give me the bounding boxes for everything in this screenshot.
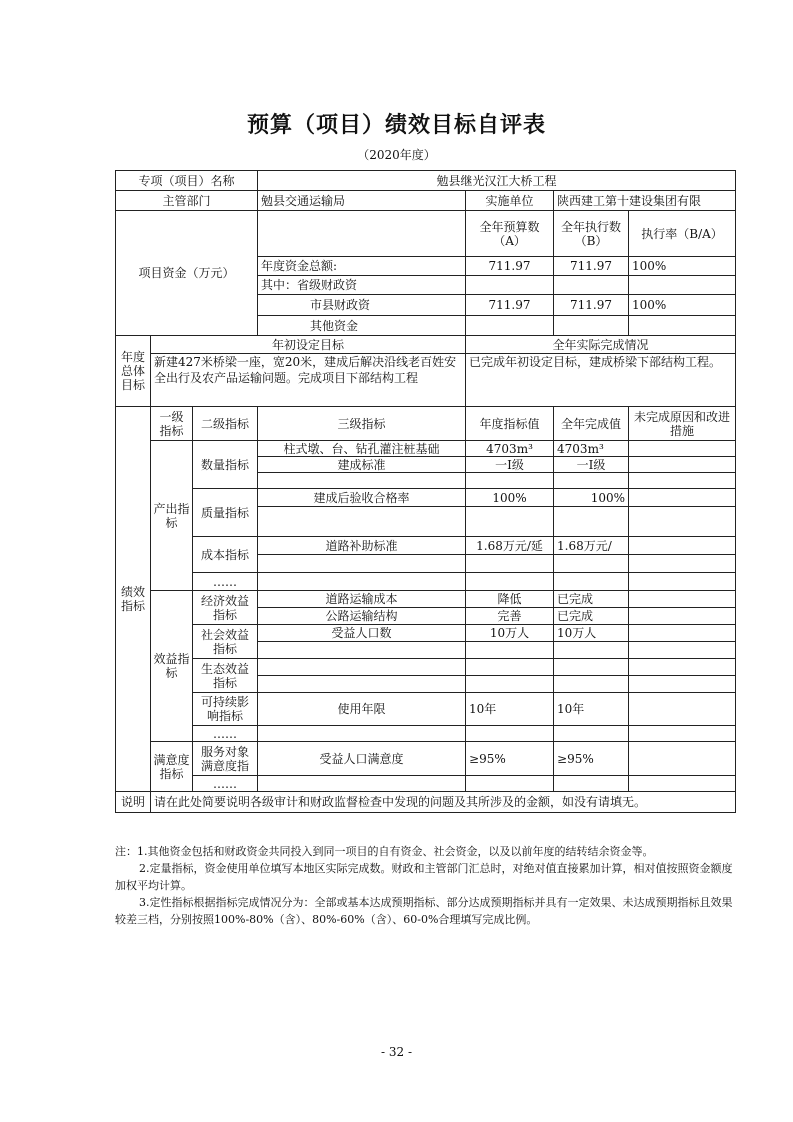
indicator-done: 10年 (554, 693, 629, 726)
funds-rate: 100% (629, 295, 736, 316)
explain-row (116, 792, 736, 813)
perf-row-ellipsis (116, 726, 736, 742)
funds-header-row (116, 211, 736, 257)
funds-exec (554, 316, 629, 336)
indicator-name: 受益人口数 (258, 625, 466, 642)
ellipsis-cell: …… (193, 573, 258, 591)
indicator-reason (629, 625, 736, 642)
indicator-done: 1.68万元/ (554, 537, 629, 555)
indicator-done: 4703m³ (554, 441, 629, 457)
satisfaction-label: 满意度指标 (151, 742, 193, 792)
perf-row (116, 693, 736, 726)
indicator-reason (629, 591, 736, 608)
indicator-done: 已完成 (554, 608, 629, 625)
perf-row (116, 537, 736, 555)
col-budget: 全年预算数（A） (466, 211, 554, 257)
perf-header-row (116, 407, 736, 441)
funds-exec: 711.97 (554, 257, 629, 276)
page-title: 预算（项目）绩效目标自评表 (246, 113, 546, 138)
service-label: 服务对象满意度指 (193, 742, 258, 776)
indicator-name: 公路运输结构 (258, 608, 466, 625)
eco-label: 生态效益指标 (193, 659, 258, 693)
perf-h-target: 年度指标值 (466, 407, 554, 441)
project-name-label: 专项（项目）名称 (116, 171, 258, 191)
quantity-label: 数量指标 (193, 441, 258, 489)
indicator-name: 道路补助标准 (258, 537, 466, 555)
perf-row (116, 625, 736, 642)
indicator-name: 建成后验收合格率 (258, 489, 466, 507)
perf-h-reason: 未完成原因和改进措施 (629, 407, 736, 441)
indicator-name: 建成标准 (258, 457, 466, 473)
indicator-done: ≥95% (554, 742, 629, 776)
impl-label: 实施单位 (466, 191, 554, 211)
funds-row-label: 市县财政资 (258, 295, 466, 316)
funds-exec: 711.97 (554, 295, 629, 316)
social-label: 社会效益指标 (193, 625, 258, 659)
indicator-done: 10万人 (554, 625, 629, 642)
explain-text: 请在此处简要说明各级审计和财政监督检查中发现的问题及其所涉及的金额，如没有请填无。 (151, 792, 736, 813)
indicator-reason (629, 693, 736, 726)
project-dept-row (116, 191, 736, 211)
indicator-target: 1.68万元/延 (466, 537, 554, 555)
indicator-name: 使用年限 (258, 693, 466, 726)
indicator-reason (629, 742, 736, 776)
goals-actual-text: 已完成年初设定目标，建成桥梁下部结构工程。 (466, 354, 736, 407)
cost-label: 成本指标 (193, 537, 258, 573)
footnotes (115, 843, 735, 928)
funds-rate (629, 316, 736, 336)
dept-value: 勉县交通运输局 (258, 191, 466, 211)
goals-actual-header: 全年实际完成情况 (466, 336, 736, 354)
page-subtitle-year: （2020年度） (357, 148, 436, 162)
footnote: 2.定量指标，资金使用单位填写本地区实际完成数。财政和主管部门汇总时，对绝对值直接累加计算，相对值按照资金额度加权平均计算。 (115, 862, 733, 892)
perf-row (116, 742, 736, 776)
indicator-target: 10万人 (466, 625, 554, 642)
goals-content-row (116, 354, 736, 407)
explain-label: 说明 (116, 792, 151, 813)
indicator-name: 受益人口满意度 (258, 742, 466, 776)
impl-value: 陕西建工第十建设集团有限 (554, 191, 736, 211)
funds-row-label: 其中：省级财政资 (258, 276, 466, 295)
econ-label: 经济效益指标 (193, 591, 258, 625)
funds-label: 项目资金（万元） (116, 211, 258, 336)
indicator-target: 降低 (466, 591, 554, 608)
indicator-target: 完善 (466, 608, 554, 625)
goals-label: 年度总体目标 (116, 336, 151, 407)
funds-budget (466, 316, 554, 336)
funds-rate: 100% (629, 257, 736, 276)
perf-h-l2: 二级指标 (193, 407, 258, 441)
perf-row (116, 441, 736, 457)
indicator-target: 4703m³ (466, 441, 554, 457)
indicator-reason (629, 537, 736, 555)
quality-label: 质量指标 (193, 489, 258, 537)
output-label: 产出指标 (151, 441, 193, 591)
perf-row (116, 591, 736, 608)
col-rate: 执行率（B/A） (629, 211, 736, 257)
indicator-reason (629, 608, 736, 625)
footnote: 注：1.其他资金包括和财政资金共同投入到同一项目的自有资金、社会资金，以及以前年度的结转结余资金等。 (115, 845, 654, 858)
indicator-target: 一Ⅰ级 (466, 457, 554, 473)
goals-header-row (116, 336, 736, 354)
funds-exec (554, 276, 629, 295)
funds-budget: 711.97 (466, 295, 554, 316)
dept-label: 主管部门 (116, 191, 258, 211)
indicator-done: 100% (554, 489, 629, 507)
ellipsis-cell: …… (193, 726, 258, 742)
perf-h-done: 全年完成值 (554, 407, 629, 441)
funds-row-label: 其他资金 (258, 316, 466, 336)
indicator-done: 已完成 (554, 591, 629, 608)
indicator-target: ≥95% (466, 742, 554, 776)
perf-row-ellipsis (116, 573, 736, 591)
goals-initial-header: 年初设定目标 (151, 336, 466, 354)
indicator-reason (629, 441, 736, 457)
funds-budget: 711.97 (466, 257, 554, 276)
indicator-name: 柱式墩、台、钻孔灌注桩基础 (258, 441, 466, 457)
indicator-name: 道路运输成本 (258, 591, 466, 608)
ellipsis-cell: …… (193, 776, 258, 792)
funds-header-blank (258, 211, 466, 257)
perf-row-ellipsis (116, 776, 736, 792)
perf-row (116, 489, 736, 507)
indicator-target: 10年 (466, 693, 554, 726)
funds-row-label: 年度资金总额: (258, 257, 466, 276)
indicator-reason (629, 457, 736, 473)
project-name-row (116, 171, 736, 191)
project-name-value: 勉县继光汉江大桥工程 (258, 171, 736, 191)
perf-h-l1: 一级指标 (151, 407, 193, 441)
goals-initial-text: 新建427米桥梁一座，宽20米，建成后解决沿线老百姓安全出行及农产品运输问题。完成项目下部结构工程 (151, 354, 466, 407)
perf-label: 绩效指标 (116, 407, 151, 792)
footnote: 3.定性指标根据指标完成情况分为：全部或基本达成预期指标、部分达成预期指标并具有一定效果、未达成预期指标且效果较差三档，分别按照100%-80%（含）、80%-60%（含）、60-0%合理填写完成比例。 (115, 896, 733, 926)
funds-rate (629, 276, 736, 295)
indicator-target: 100% (466, 489, 554, 507)
perf-row-empty (116, 659, 736, 676)
indicator-done: 一Ⅰ级 (554, 457, 629, 473)
indicator-reason (629, 489, 736, 507)
funds-budget (466, 276, 554, 295)
perf-h-l3: 三级指标 (258, 407, 466, 441)
sustain-label: 可持续影响指标 (193, 693, 258, 726)
evaluation-table (115, 170, 736, 813)
col-exec: 全年执行数（B） (554, 211, 629, 257)
page-number: - 32 - (380, 1045, 412, 1059)
benefit-label: 效益指标 (151, 591, 193, 742)
